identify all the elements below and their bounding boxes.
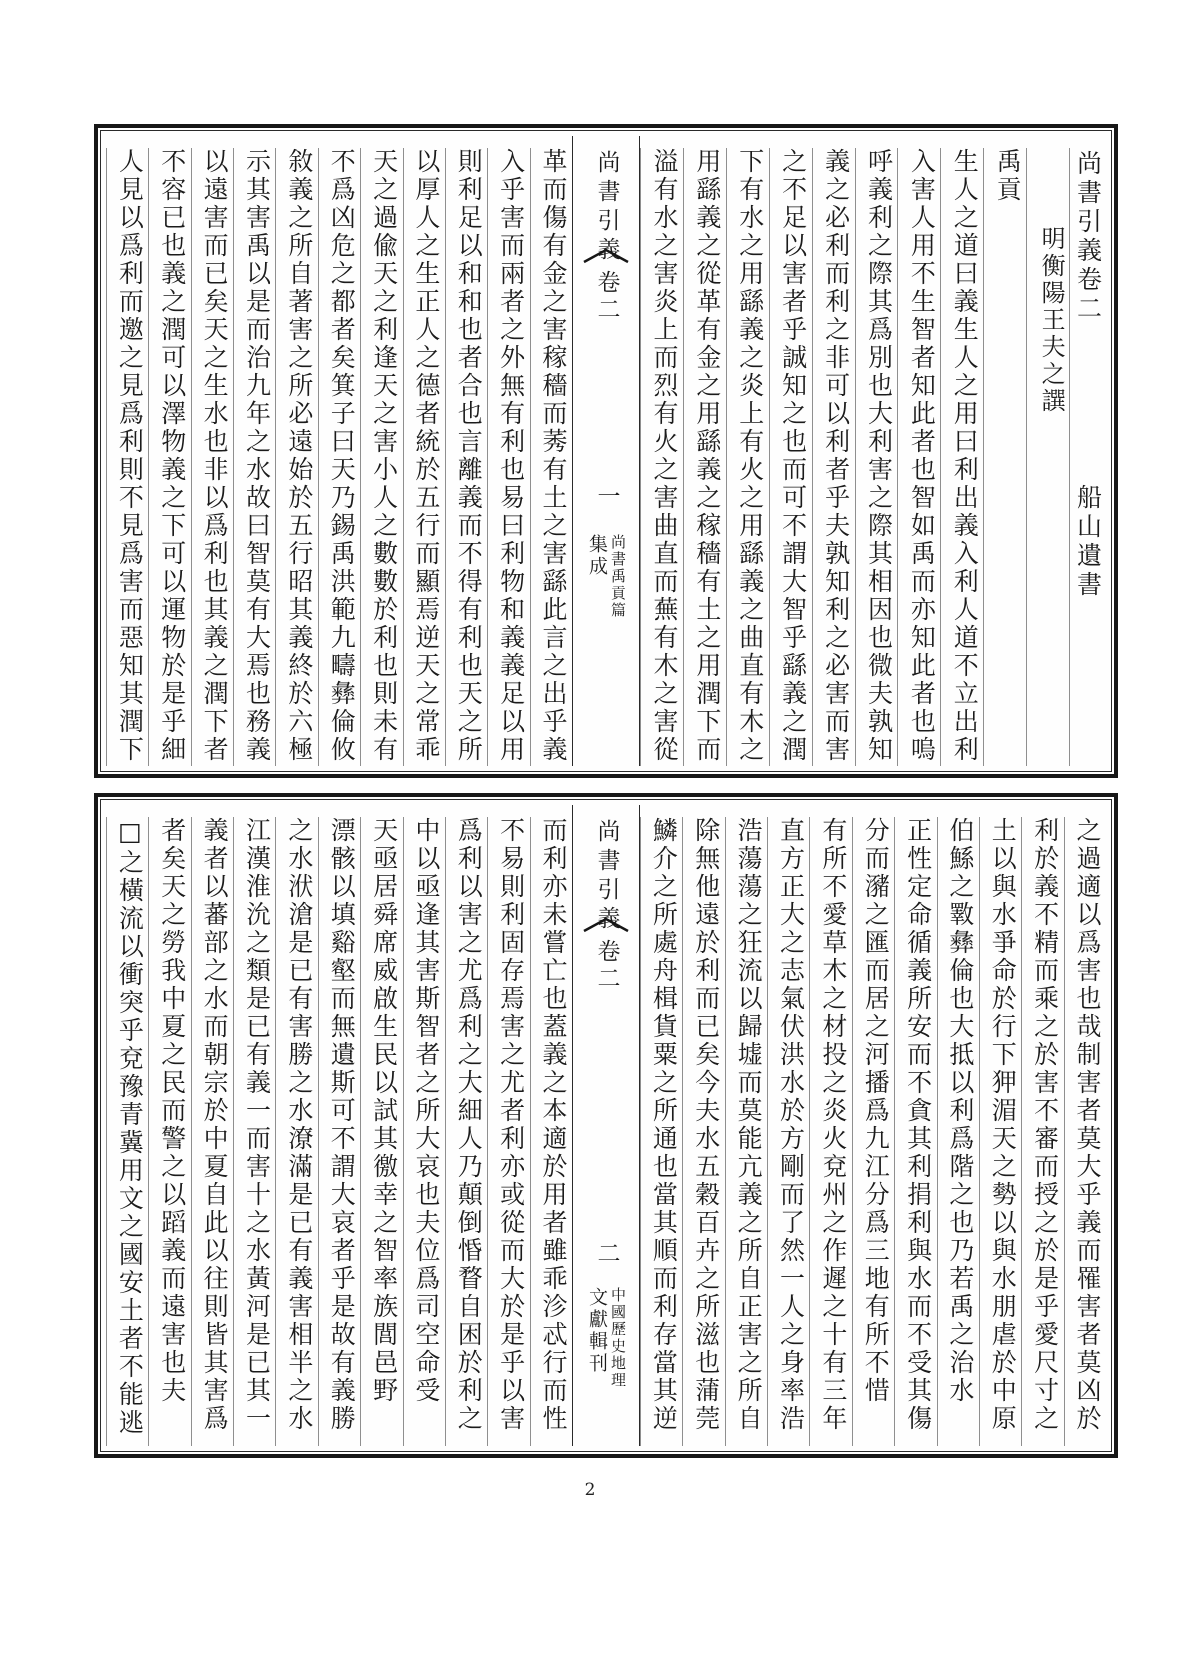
text-column: 而利亦未嘗亡也蓋義之本適於用者雖乖沴忒行而性 (530, 817, 572, 1446)
fold-chapter-label: 卷二 (593, 939, 620, 993)
fold-imprint (587, 1287, 625, 1389)
text-column: 中以亟逢其害斯智者之所大哀也夫位爲司空命受 (403, 817, 445, 1446)
text-column: 伯鯀之斁彝倫也大抵以利爲階之也乃若禹之治水 (937, 817, 979, 1446)
text-column: 以厚人之生正人之德者統於五行而顯焉逆天之常乖 (403, 148, 445, 766)
text-column: 土以與水爭命於行下狎湄天之勢以與水朋虐於中原 (979, 817, 1021, 1446)
top-right-half (640, 136, 1106, 766)
volume-title: 尚書引義卷二 (1073, 150, 1103, 324)
fold-imprint-side: 文獻輯刊 (586, 1287, 608, 1375)
author-column: 明衡陽王夫之譔 (1026, 148, 1069, 766)
text-column: 則利足以和和也者合也言離義而不得有利也天之所 (445, 148, 487, 766)
text-column: 分而瀦之匯而居之河播爲九江分爲三地有所不惜 (852, 817, 894, 1446)
fold-imprint-main: 尚書禹貢篇 (609, 534, 627, 619)
bottom-left-half (106, 805, 572, 1446)
text-column: 天之過偸天之利逢天之害小人之數數於利也則未有 (360, 148, 402, 766)
page-block-top (94, 124, 1118, 778)
section-header-column: 禹貢 (983, 148, 1026, 766)
text-column: 義之必利而利之非可以利者乎夫孰知利之必害而害 (812, 148, 855, 766)
text-column: 入害人用不生智者知此者也智如禹而亦知此者也嗚 (897, 148, 940, 766)
bottom-right-half (640, 805, 1106, 1446)
page-block-bottom (94, 793, 1118, 1458)
top-block-inner (106, 136, 1106, 766)
text-column: 直方正大之志氣伏洪水於方剛而了然一人之身率浩 (767, 817, 809, 1446)
text-column: 人見以爲利而邀之見爲利則不見爲害而惡知其潤下 (106, 148, 148, 766)
top-left-half (106, 136, 572, 766)
text-column: 生人之道曰義生人之用曰利出義入利人道不立出利 (940, 148, 983, 766)
center-fold-column-bottom (572, 805, 640, 1446)
text-column: 爲利以害之尤爲利之大細人乃顛倒惛瞀自困於利之 (445, 817, 487, 1446)
text-column: 革而傷有金之害稼穡而莠有土之害繇此言之出乎義 (530, 148, 572, 766)
text-column: 用繇義之從革有金之用繇義之稼穡有土之用潤下而 (683, 148, 726, 766)
text-column: 江漢淮沇之類是已有義一而害十之水黃河是已其一 (233, 817, 275, 1446)
text-column: 除無他遠於利而已矣今夫水五穀百卉之所滋也蒲莞 (682, 817, 724, 1446)
text-column: 義者以蕃部之水而朝宗於中夏自此以往則皆其害爲 (191, 817, 233, 1446)
text-column: 鱗介之所處舟楫貨粟之所通也當其順而利存當其逆 (640, 817, 682, 1446)
fishtail-icon (582, 248, 630, 268)
fold-folio-number: 二 (593, 1241, 620, 1264)
text-column: 利於義不精而乘之於害不審而授之於是乎愛尺寸之 (1021, 817, 1063, 1446)
fold-book-title: 尚書引義 (593, 819, 620, 935)
fold-chapter-label: 卷二 (593, 270, 620, 324)
collection-title: 船山遺書 (1073, 484, 1103, 600)
text-column: 之不足以害者乎誠知之也而可不謂大智乎繇義之潤 (769, 148, 812, 766)
text-column: 敘義之所自著害之所必遠始於五行昭其義終於六極 (275, 148, 317, 766)
text-column: 不容已也義之潤可以澤物義之下可以運物於是乎細 (148, 148, 190, 766)
text-column: □之橫流以衝突乎兗豫青冀用文之國安土者不能逃 (106, 817, 148, 1446)
text-column: 浩蕩蕩之狂流以歸墟而莫能亢義之所自正害之所自 (725, 817, 767, 1446)
text-column: 溢有水之害炎上而烈有火之害曲直而蕪有木之害從 (640, 148, 683, 766)
text-column: 下有水之用繇義之炎上有火之用繇義之曲直有木之 (726, 148, 769, 766)
fold-imprint-side: 集成 (586, 534, 608, 578)
text-column: 者矣天之勞我中夏之民而警之以蹈義而遠害也夫 (148, 817, 190, 1446)
text-column: 天亟居舜席威啟生民以試其徼幸之智率族閭邑野 (360, 817, 402, 1446)
text-column: 以遠害而已矣天之生水也非以爲利也其義之潤下者 (191, 148, 233, 766)
page-number: 2 (584, 1480, 596, 1500)
text-column: 呼義利之際其爲別也大利害之際其相因也微夫孰知 (855, 148, 898, 766)
text-column: 之過適以爲害也哉制害者莫大乎義而罹害者莫凶於 (1064, 817, 1106, 1446)
text-column: 不爲凶危之都者矣箕子曰天乃錫禹洪範九疇彝倫攸 (318, 148, 360, 766)
text-column: 入乎害而兩者之外無有利也易曰利物和義義足以用 (487, 148, 529, 766)
fold-imprint (587, 534, 625, 619)
fold-book-title: 尚書引義 (593, 150, 620, 266)
bottom-block-inner (106, 805, 1106, 1446)
volume-title-column (1069, 148, 1106, 766)
text-column: 不易則利固存焉害之尤者利亦或從而大於是乎以害 (487, 817, 529, 1446)
text-column: 有所不愛草木之材投之炎火兗州之作遲之十有三年 (809, 817, 851, 1446)
text-column: 示其害禹以是而治九年之水故曰智莫有大焉也務義 (233, 148, 275, 766)
text-column: 漂骸以填谿壑而無遺斯可不謂大哀者乎是故有義勝 (318, 817, 360, 1446)
center-fold-column-top (572, 136, 640, 766)
text-column: 正性定命循義所安而不貪其利捐利與水而不受其傷 (894, 817, 936, 1446)
fold-folio-number: 一 (593, 484, 620, 507)
fishtail-icon (582, 917, 630, 937)
text-column: 之水洑滄是已有害勝之水潦滿是已有義害相半之水 (275, 817, 317, 1446)
fold-imprint-main: 中國歷史地理 (609, 1287, 627, 1389)
